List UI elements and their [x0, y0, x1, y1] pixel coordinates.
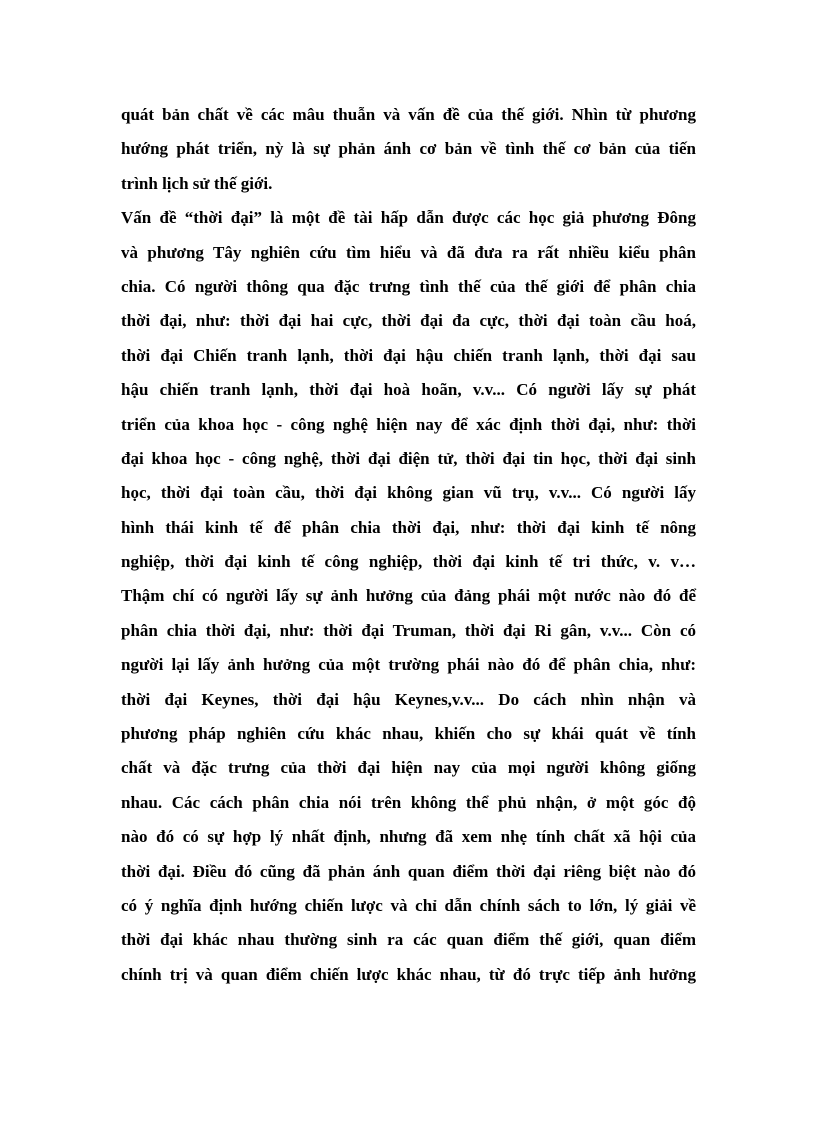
- text-line: chính trị và quan điểm chiến lược khác nhau, từ đó trực tiếp ảnh hưởng: [121, 964, 696, 984]
- text-line: nào đó có sự hợp lý nhất định, nhưng đã xem nhẹ tính chất xã hội của: [121, 827, 696, 847]
- text-line: phân chia thời đại, như: thời đại Truman, thời đại Ri gân, v.v... Còn có: [121, 620, 696, 640]
- text-line: chia. Có người thông qua đặc trưng tình thế của thế giới để phân chia: [121, 276, 696, 296]
- text-line: nghiệp, thời đại kinh tế công nghiệp, thời đại kinh tế tri thức, v. v…: [121, 552, 696, 572]
- text-line: hướng phát triển, nỳ là sự phản ánh cơ bản về tình thế cơ bản của tiến: [121, 139, 696, 159]
- text-line: có ý nghĩa định hướng chiến lược và chỉ dẫn chính sách to lớn, lý giải về: [121, 895, 696, 915]
- text-line: triển của khoa học - công nghệ hiện nay để xác định thời đại, như: thời: [121, 414, 696, 434]
- text-line: thời đại khác nhau thường sinh ra các quan điểm thế giới, quan điểm: [121, 930, 696, 950]
- text-line: người lại lấy ảnh hưởng của một trường phái nào đó để phân chia, như:: [121, 655, 696, 675]
- text-line: hậu chiến tranh lạnh, thời đại hoà hoãn, v.v... Có người lấy sự phát: [121, 380, 696, 400]
- text-line: trình lịch sử thế giới.: [121, 173, 273, 193]
- text-line: thời đại, như: thời đại hai cực, thời đại đa cực, thời đại toàn cầu hoá,: [121, 311, 696, 331]
- text-line: thời đại. Điều đó cũng đã phản ánh quan điểm thời đại riêng biệt nào đó: [121, 861, 696, 881]
- text-line: Thậm chí có người lấy sự ảnh hưởng của đảng phái một nước nào đó để: [121, 586, 696, 606]
- text-line: đại khoa học - công nghệ, thời đại điện tử, thời đại tin học, thời đại sinh: [121, 448, 696, 468]
- text-line: và phương Tây nghiên cứu tìm hiểu và đã đưa ra rất nhiều kiểu phân: [121, 242, 696, 262]
- text-line: nhau. Các cách phân chia nói trên không thể phủ nhận, ở một góc độ: [121, 792, 696, 812]
- text-line: chất và đặc trưng của thời đại hiện nay của mọi người không giống: [121, 758, 696, 778]
- body-text: [121, 98, 696, 992]
- text-line: học, thời đại toàn cầu, thời đại không gian vũ trụ, v.v... Có người lấy: [121, 483, 696, 503]
- text-line: hình thái kinh tế để phân chia thời đại, như: thời đại kinh tế nông: [121, 517, 696, 537]
- text-line: thời đại Keynes, thời đại hậu Keynes,v.v... Do cách nhìn nhận và: [121, 689, 696, 709]
- text-line: phương pháp nghiên cứu khác nhau, khiến cho sự khái quát về tính: [121, 724, 696, 744]
- text-line: quát bản chất về các mâu thuẫn và vấn đề của thế giới. Nhìn từ phương: [121, 105, 696, 124]
- text-line: thời đại Chiến tranh lạnh, thời đại hậu chiến tranh lạnh, thời đại sau: [121, 345, 696, 365]
- text-line: Vấn đề “thời đại” là một đề tài hấp dẫn được các học giả phương Đông: [121, 208, 696, 228]
